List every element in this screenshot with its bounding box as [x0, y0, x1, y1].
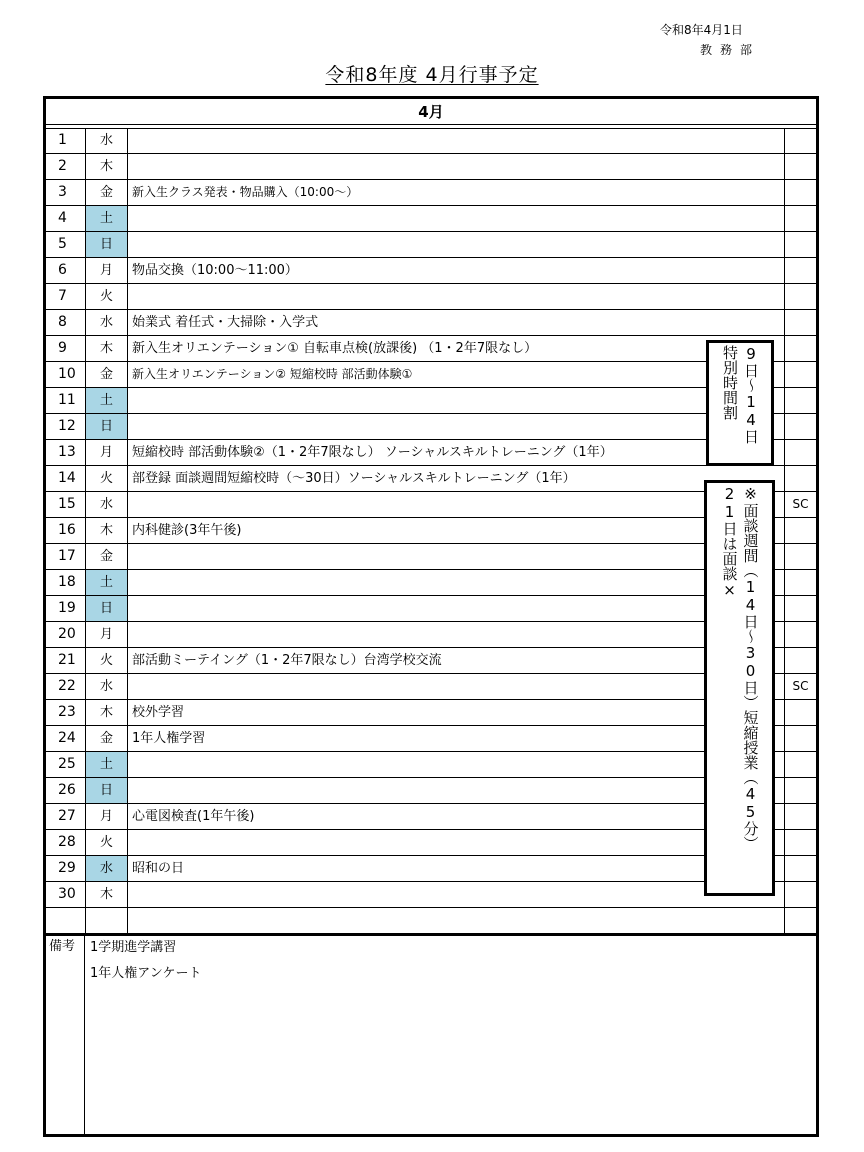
interview-week-box — [704, 480, 775, 896]
day-cell: 10 — [46, 362, 86, 387]
table-row — [46, 388, 816, 414]
table-row — [46, 804, 816, 830]
table-row — [46, 908, 816, 934]
sc-cell — [785, 596, 816, 621]
event-cell: 新入生クラス発表・物品購入（10:00～） — [128, 180, 785, 205]
event-cell: 部登録 面談週間短縮校時（～30日）ソーシャルスキルトレーニング（1年） — [128, 466, 785, 491]
day-cell: 13 — [46, 440, 86, 465]
sc-cell — [785, 648, 816, 673]
event-cell — [128, 284, 785, 309]
sc-cell — [785, 882, 816, 907]
day-cell: 14 — [46, 466, 86, 491]
notes-line: 1年人権アンケート — [90, 966, 202, 981]
day-cell: 11 — [46, 388, 86, 413]
table-row — [46, 752, 816, 778]
weekday-cell: 火 — [86, 284, 128, 309]
sc-cell — [785, 570, 816, 595]
weekday-cell: 水 — [86, 128, 128, 153]
day-cell: 2 — [46, 154, 86, 179]
event-cell — [128, 882, 785, 907]
table-row — [46, 128, 816, 154]
table-row — [46, 518, 816, 544]
day-cell: 15 — [46, 492, 86, 517]
event-cell: 物品交換（10:00～11:00） — [128, 258, 785, 283]
event-cell — [128, 544, 785, 569]
weekday-cell: 土 — [86, 752, 128, 777]
event-cell: 短縮校時 部活動体験②（1・2年7限なし） ソーシャルスキルトレーニング（1年） — [128, 440, 785, 465]
event-cell: 1年人権学習 — [128, 726, 785, 751]
event-cell: 部活動ミーテイング（1・2年7限なし）台湾学校交流 — [128, 648, 785, 673]
event-cell — [128, 596, 785, 621]
day-cell: 7 — [46, 284, 86, 309]
table-row — [46, 570, 816, 596]
weekday-cell: 日 — [86, 232, 128, 257]
table-row — [46, 206, 816, 232]
day-cell: 4 — [46, 206, 86, 231]
calendar-rows — [46, 128, 816, 934]
table-row — [46, 648, 816, 674]
day-cell: 30 — [46, 882, 86, 907]
table-row — [46, 466, 816, 492]
day-cell: 1 — [46, 128, 86, 153]
weekday-cell: 水 — [86, 492, 128, 517]
table-row — [46, 232, 816, 258]
sc-cell — [785, 206, 816, 231]
weekday-cell: 木 — [86, 700, 128, 725]
day-cell: 19 — [46, 596, 86, 621]
day-cell: 18 — [46, 570, 86, 595]
sc-cell — [785, 258, 816, 283]
sc-cell — [785, 752, 816, 777]
weekday-cell: 金 — [86, 726, 128, 751]
sc-cell — [785, 414, 816, 439]
weekday-cell: 木 — [86, 154, 128, 179]
weekday-cell: 火 — [86, 466, 128, 491]
special-schedule-label: 特別時間割 — [721, 345, 739, 420]
weekday-cell: 火 — [86, 648, 128, 673]
sc-cell — [785, 700, 816, 725]
sc-cell — [785, 804, 816, 829]
weekday-cell: 火 — [86, 830, 128, 855]
page-title — [0, 62, 864, 88]
weekday-cell: 日 — [86, 778, 128, 803]
day-cell: 8 — [46, 310, 86, 335]
day-cell: 23 — [46, 700, 86, 725]
event-cell — [128, 206, 785, 231]
day-cell: 24 — [46, 726, 86, 751]
day-cell — [46, 908, 86, 933]
weekday-cell: 月 — [86, 622, 128, 647]
table-row — [46, 154, 816, 180]
weekday-cell: 月 — [86, 258, 128, 283]
weekday-cell: 金 — [86, 180, 128, 205]
sc-cell — [785, 908, 816, 933]
table-row — [46, 440, 816, 466]
table-row — [46, 310, 816, 336]
event-cell — [128, 674, 785, 699]
sc-cell — [785, 154, 816, 179]
table-row — [46, 856, 816, 882]
day-cell: 5 — [46, 232, 86, 257]
weekday-cell: 木 — [86, 882, 128, 907]
sc-cell: SC — [792, 497, 809, 511]
day-cell: 16 — [46, 518, 86, 543]
table-row — [46, 726, 816, 752]
sc-cell — [785, 284, 816, 309]
day-cell: 6 — [46, 258, 86, 283]
special-schedule-box — [706, 340, 774, 466]
sc-cell — [785, 544, 816, 569]
table-row — [46, 258, 816, 284]
table-row — [46, 674, 816, 700]
event-cell — [128, 778, 785, 803]
day-cell: 22 — [46, 674, 86, 699]
event-cell: 内科健診(3年午後) — [128, 518, 785, 543]
table-row — [46, 544, 816, 570]
sc-cell — [785, 180, 816, 205]
day-cell: 17 — [46, 544, 86, 569]
weekday-cell: 金 — [86, 544, 128, 569]
weekday-cell: 土 — [86, 570, 128, 595]
weekday-cell: 木 — [86, 518, 128, 543]
department-name: 教務部 — [700, 43, 761, 57]
weekday-cell: 日 — [86, 596, 128, 621]
weekday-cell — [86, 908, 128, 933]
weekday-cell: 土 — [86, 388, 128, 413]
interview-week-note: 21日は面談× — [720, 485, 739, 599]
event-cell — [128, 908, 785, 933]
event-cell — [128, 128, 785, 153]
special-schedule-dates: 9日～14日 — [742, 345, 760, 444]
weekday-cell: 月 — [86, 440, 128, 465]
sc-cell — [785, 622, 816, 647]
day-cell: 20 — [46, 622, 86, 647]
event-cell — [128, 622, 785, 647]
weekday-cell: 月 — [86, 804, 128, 829]
sc-cell — [785, 778, 816, 803]
day-cell: 3 — [46, 180, 86, 205]
sc-cell — [785, 726, 816, 751]
event-cell — [128, 830, 785, 855]
day-cell: 27 — [46, 804, 86, 829]
table-row — [46, 778, 816, 804]
day-cell: 12 — [46, 414, 86, 439]
event-cell — [128, 154, 785, 179]
sc-cell — [785, 518, 816, 543]
sc-cell — [785, 440, 816, 465]
weekday-cell: 金 — [86, 362, 128, 387]
event-cell — [128, 414, 785, 439]
table-row — [46, 414, 816, 440]
table-row — [46, 492, 816, 518]
interview-week-text: ※面談週間（14日～30日）短縮授業（45分） — [741, 485, 760, 851]
notes-list — [90, 935, 202, 987]
day-cell: 25 — [46, 752, 86, 777]
table-row — [46, 830, 816, 856]
notes-line: 1学期進学講習 — [90, 940, 177, 955]
event-cell — [128, 388, 785, 413]
sc-cell — [785, 362, 816, 387]
sc-cell — [785, 310, 816, 335]
sc-cell — [785, 128, 816, 153]
event-cell: 始業式 着任式・大掃除・入学式 — [128, 310, 785, 335]
event-cell: 新入生オリエンテーション② 短縮校時 部活動体験① — [128, 362, 785, 387]
event-cell — [128, 752, 785, 777]
event-cell: 校外学習 — [128, 700, 785, 725]
table-row — [46, 622, 816, 648]
sc-cell — [785, 336, 816, 361]
event-cell — [128, 492, 785, 517]
weekday-cell: 土 — [86, 206, 128, 231]
page-title-text: 令和8年度 4月行事予定 — [325, 64, 539, 86]
event-cell — [128, 570, 785, 595]
table-row — [46, 882, 816, 908]
table-row — [46, 336, 816, 362]
event-cell: 昭和の日 — [128, 856, 785, 881]
table-row — [46, 362, 816, 388]
day-cell: 26 — [46, 778, 86, 803]
weekday-cell: 水 — [86, 856, 128, 881]
table-row — [46, 180, 816, 206]
month-header: 4月 — [46, 99, 816, 125]
sc-cell — [785, 856, 816, 881]
day-cell: 21 — [46, 648, 86, 673]
weekday-cell: 木 — [86, 336, 128, 361]
event-cell: 心電図検査(1年午後) — [128, 804, 785, 829]
day-cell: 29 — [46, 856, 86, 881]
sc-cell — [785, 830, 816, 855]
weekday-cell: 日 — [86, 414, 128, 439]
weekday-cell: 水 — [86, 674, 128, 699]
event-cell: 新入生オリエンテーション① 自転車点検(放課後) （1・2年7限なし） — [128, 336, 785, 361]
sc-cell — [785, 388, 816, 413]
event-cell — [128, 232, 785, 257]
table-row — [46, 596, 816, 622]
sc-cell: SC — [792, 679, 809, 693]
document-date: 令和8年4月1日 — [660, 23, 743, 37]
notes-label: 備考 — [46, 935, 85, 1134]
sc-cell — [785, 466, 816, 491]
table-row — [46, 284, 816, 310]
table-row — [46, 700, 816, 726]
sc-cell — [785, 232, 816, 257]
day-cell: 28 — [46, 830, 86, 855]
day-cell: 9 — [46, 336, 86, 361]
weekday-cell: 水 — [86, 310, 128, 335]
